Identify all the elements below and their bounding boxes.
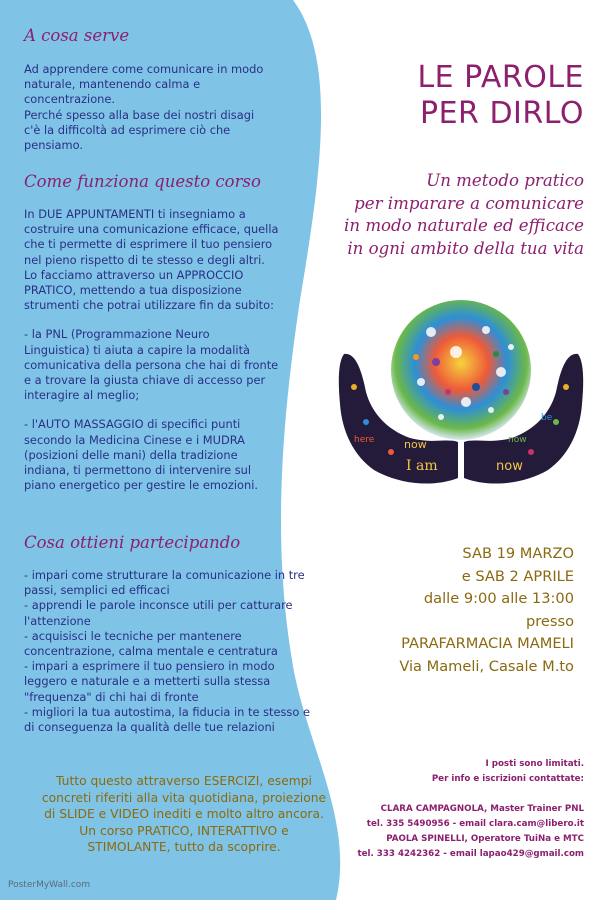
contact-line: CLARA CAMPAGNOLA, Master Trainer PNL xyxy=(380,804,584,814)
contact-info xyxy=(357,757,584,862)
heading-come-funziona: Come funziona questo corso xyxy=(24,172,261,191)
poster-title xyxy=(417,60,584,132)
contact-line: PAOLA SPINELLI, Operatore TuiNa e MTC xyxy=(386,834,584,844)
paragraph: Ad apprendere come comunicare in modo naturale, mantenendo calma e concentrazione. Perché spesso alla base dei nostri disagi c'è la difficoltà ad esprimere ciò che pensiamo. xyxy=(24,62,264,153)
closing-text: Tutto questo attraverso ESERCIZI, esempi concreti riferiti alla vita quotidiana, proiezione di SLIDE e VIDEO inediti e molto altro ancora. Un corso PRATICO, INTERATTIVO e STIMOLANTE, tutto da scoprire. xyxy=(41,774,327,854)
contact-line: tel. 335 5490956 - email clara.cam@libero.it xyxy=(366,819,584,829)
watermark: PosterMyWall.com xyxy=(8,880,91,890)
art-word-3: here xyxy=(354,435,375,445)
hands-holding-globe-icon xyxy=(336,292,586,492)
event-line: presso xyxy=(525,612,574,630)
event-line: PARAFARMACIA MAMELI xyxy=(401,635,574,652)
paragraph: - impari come strutturare la comunicazione in tre passi, semplici ed efficaci - apprendi le parole inconsce utili per catturare l'attenzione - acquisisci le tecniche per mantenere concentrazione, calma mentale e centratura - impari a esprimere il tuo pensiero in modo leggero e naturale e a metterti sulla stessa "frequenza" di chi hai di fronte - migliori la tua autostima, la fiducia in te stesso e di conseguenza la qualità delle tue relazioni xyxy=(24,568,310,735)
event-line: SAB 19 MARZO xyxy=(462,545,574,562)
title-line-1: LE PAROLE xyxy=(417,60,584,95)
poster-subtitle: Un metodo pratico per imparare a comunicare in modo naturale ed efficace in ogni ambito della tua vita xyxy=(344,171,584,258)
paragraph: - la PNL (Programmazione Neuro Linguistica) ti aiuta a capire la modalità comunicativa della persona che hai di fronte e a trovare la giusta chiave di accesso per interagire al meglio; xyxy=(24,327,279,403)
section-cosa-ottieni xyxy=(24,568,329,735)
section-come-funziona xyxy=(24,207,324,493)
contact-line: Per info e iscrizioni contattate: xyxy=(431,774,584,784)
art-word-4: now xyxy=(496,459,523,474)
art-word-2: I am xyxy=(406,458,438,474)
contact-line: I posti sono limitati. xyxy=(485,759,584,769)
heading-cosa-ottieni: Cosa ottieni partecipando xyxy=(24,533,241,552)
paragraph: In DUE APPUNTAMENTI ti insegniamo a costruire una comunicazione efficace, quella che ti permette di esprimere il tuo pensiero nel pieno rispetto di te stesso e degli altri. Lo facciamo attraverso un APPROCCIO PRATICO, mettendo a tua disposizione strumenti che potrai utilizzare fin da subito: xyxy=(24,207,279,313)
event-details xyxy=(399,543,574,678)
title-line-2: PER DIRLO xyxy=(420,96,584,131)
heading-a-cosa-serve: A cosa serve xyxy=(24,26,130,45)
globe-shape xyxy=(391,300,531,440)
paragraph: - l'AUTO MASSAGGIO di specifici punti secondo la Medicina Cinese e i MUDRA (posizioni delle mani) della tradizione indiana, ti permettono di intervenire sul piano energetico per gestire le emozioni. xyxy=(24,417,259,493)
contact-spacer xyxy=(357,787,584,802)
event-line: dalle 9:00 alle 13:00 xyxy=(423,590,574,607)
art-word-1: now xyxy=(404,438,427,451)
section-a-cosa-serve xyxy=(24,62,324,153)
event-line: Via Mameli, Casale M.to xyxy=(399,657,574,675)
art-word-6: be xyxy=(541,413,553,423)
event-line: e SAB 2 APRILE xyxy=(461,567,574,585)
art-word-5: now xyxy=(508,435,527,445)
contact-line: tel. 333 4242362 - email lapao429@gmail.com xyxy=(357,849,584,859)
